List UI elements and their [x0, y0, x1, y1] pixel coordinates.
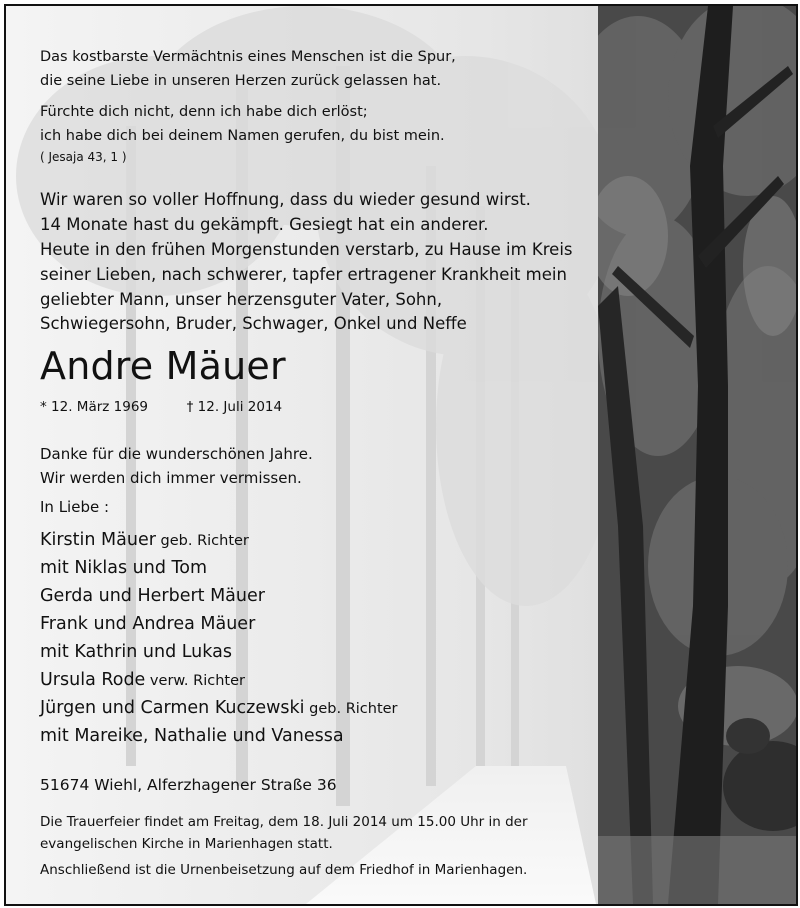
- family-name: mit Kathrin und Lukas: [40, 642, 232, 662]
- family-member: [40, 667, 245, 696]
- announcement-line: Schwiegersohn, Bruder, Schwager, Onkel und Neffe: [40, 314, 467, 333]
- family-note: verw. Richter: [145, 673, 245, 689]
- quote-line: Das kostbarste Vermächtnis eines Menschen ist die Spur,: [40, 49, 456, 65]
- announcement-line: geliebter Mann, unser herzensguter Vater, Sohn,: [40, 290, 443, 309]
- quote-line: die seine Liebe in unseren Herzen zurück gelassen hat.: [40, 73, 442, 89]
- announcement-line: 14 Monate hast du gekämpft. Gesiegt hat ein anderer.: [40, 215, 489, 234]
- family-name: Kirstin Mäuer: [40, 530, 156, 550]
- family-note: geb. Richter: [155, 533, 249, 549]
- family-name: mit Niklas und Tom: [40, 558, 208, 578]
- tree-avenue-photo: [598, 6, 796, 904]
- funeral-line: evangelischen Kirche in Marienhagen statt.: [40, 836, 333, 852]
- verse-line: ich habe dich bei deinem Namen gerufen, du bist mein.: [40, 128, 445, 144]
- family-member: [40, 555, 207, 584]
- announcement-line: Wir waren so voller Hoffnung, dass du wieder gesund wirst.: [40, 190, 531, 209]
- funeral-line: Anschließend ist die Urnenbeisetzung auf dem Friedhof in Marienhagen.: [40, 862, 528, 878]
- birth-date: * 12. März 1969: [40, 399, 149, 415]
- family-member: [40, 527, 249, 556]
- family-member: [40, 723, 344, 752]
- deceased-name: Andre Mäuer: [40, 344, 286, 388]
- announcement-line: seiner Lieben, nach schwerer, tapfer ertragener Krankheit mein: [40, 265, 567, 284]
- verse-line: Fürchte dich nicht, denn ich habe dich erlöst;: [40, 104, 368, 120]
- family-member: [40, 611, 255, 640]
- in-love-label: In Liebe :: [40, 498, 110, 516]
- obituary-frame: [4, 4, 798, 906]
- family-name: Frank und Andrea Mäuer: [40, 614, 256, 634]
- obituary-text: [6, 6, 596, 904]
- verse-reference: ( Jesaja 43, 1 ): [40, 150, 127, 164]
- thanks-line: Danke für die wunderschönen Jahre.: [40, 445, 313, 463]
- address: 51674 Wiehl, Alferzhagener Straße 36: [40, 776, 337, 794]
- family-member: [40, 695, 398, 724]
- family-member: [40, 639, 232, 668]
- family-member: [40, 583, 265, 612]
- thanks-line: Wir werden dich immer vermissen.: [40, 469, 302, 487]
- announcement-line: Heute in den frühen Morgenstunden verstarb, zu Hause im Kreis: [40, 240, 573, 259]
- family-name: Gerda und Herbert Mäuer: [40, 586, 265, 606]
- family-name: Ursula Rode: [40, 670, 146, 690]
- family-name: mit Mareike, Nathalie und Vanessa: [40, 726, 344, 746]
- life-dates: [40, 398, 282, 416]
- family-name: Jürgen und Carmen Kuczewski: [40, 698, 305, 718]
- funeral-line: Die Trauerfeier findet am Freitag, dem 18. Juli 2014 um 15.00 Uhr in der: [40, 814, 528, 830]
- death-date: † 12. Juli 2014: [186, 399, 283, 415]
- family-note: geb. Richter: [304, 701, 398, 717]
